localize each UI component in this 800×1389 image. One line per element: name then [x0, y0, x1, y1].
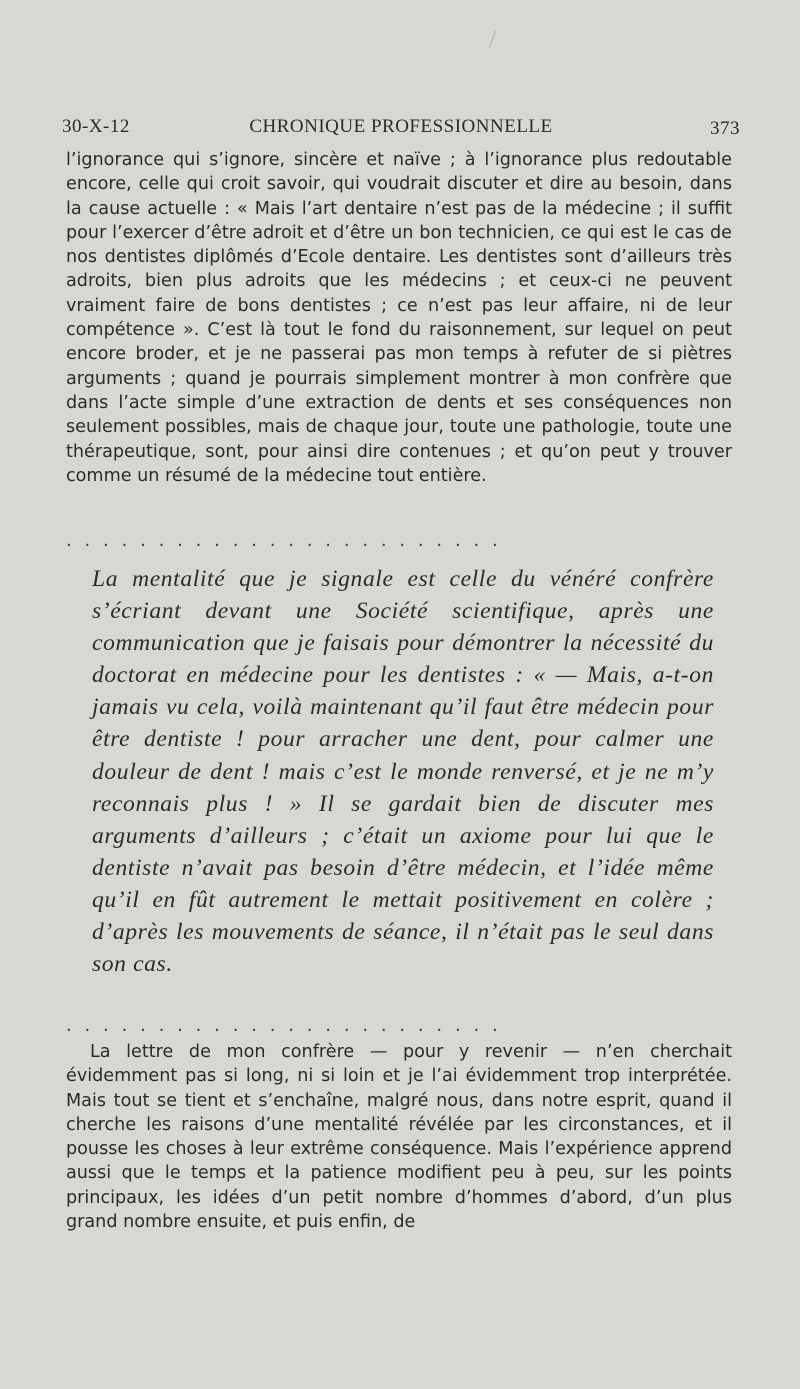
header-date: 30-X-12: [62, 116, 130, 137]
separator-dots-2: ........................: [66, 1015, 511, 1036]
page-number: 373: [710, 118, 740, 139]
paper-mark: [489, 30, 496, 47]
body-paragraph-2: La lettre de mon confrère — pour y revenir — n’en cherchait évidemment pas si long, ni si loin et je l’ai évidemment trop interprétée. Mais tout se tient et s’enchaîne, malgré nous, dans notre esprit, quand il cherche les raisons d’une mentalité révélée par les circonstances, et il pousse les choses à leur extrême conséquence. Mais l’expérience apprend aussi que le temps et la patience modifient peu à peu, sur les points principaux, les idées d’un petit nombre d’hommes d’abord, d’un plus grand nombre ensuite, et puis enfin, de: [66, 1042, 732, 1233]
body-paragraph-1: l’ignorance qui s’ignore, sincère et naïve ; à l’ignorance plus redoutable encore, celle qui croit savoir, qui voudrait discuter et dire au besoin, dans la cause actuelle : « Mais l’art dentaire n’est pas de la médecine ; il suffit pour l’exercer d’être adroit et d’être un bon technicien, ce qui est le cas de nos dentistes diplômés d’Ecole dentaire. Les dentistes sont d’ailleurs très adroits, bien plus adroits que les médecins ; et ceux-ci ne peuvent vraiment faire de bons dentistes ; ce n’est pas leur affaire, ni de leur compétence ». C’est là tout le fond du raisonnement, sur lequel on peut encore broder, et je ne passerai pas mon temps à refuter de si piètres arguments ; quand je pourrais simplement montrer à mon confrère que dans l’acte simple d’une extraction de dents et ses conséquences non seulement possibles, mais de chaque jour, toute une pathologie, toute une thérapeutique, sont, pour ainsi dire contenues ; et qu’on peut y trouver comme un résumé de la médecine tout entière.: [66, 150, 732, 486]
running-title: CHRONIQUE PROFESSIONNELLE: [249, 116, 553, 137]
separator-dots-1: ........................: [66, 530, 511, 551]
running-header: [62, 112, 740, 142]
italic-quote-paragraph: La mentalité que je signale est celle du vénéré confrère s’écriant devant une Société scientifique, après une communication que je faisais pour démontrer la nécessité du doctorat en médecine pour les dentistes : « — Mais, a-t-on jamais vu cela, voilà maintenant qu’il faut être médecin pour être dentiste ! pour arracher une dent, pour calmer une douleur de dent ! mais c’est le monde renversé, et je ne m’y reconnais plus ! » Il se gardait bien de discuter mes arguments d’ailleurs ; c’était un axiome pour lui que le dentiste n’avait pas besoin d’être médecin, et l’idée même qu’il en fût autrement le mettait positivement en colère ; d’après les mouvements de séance, il n’était pas le seul dans son cas.: [92, 566, 714, 978]
